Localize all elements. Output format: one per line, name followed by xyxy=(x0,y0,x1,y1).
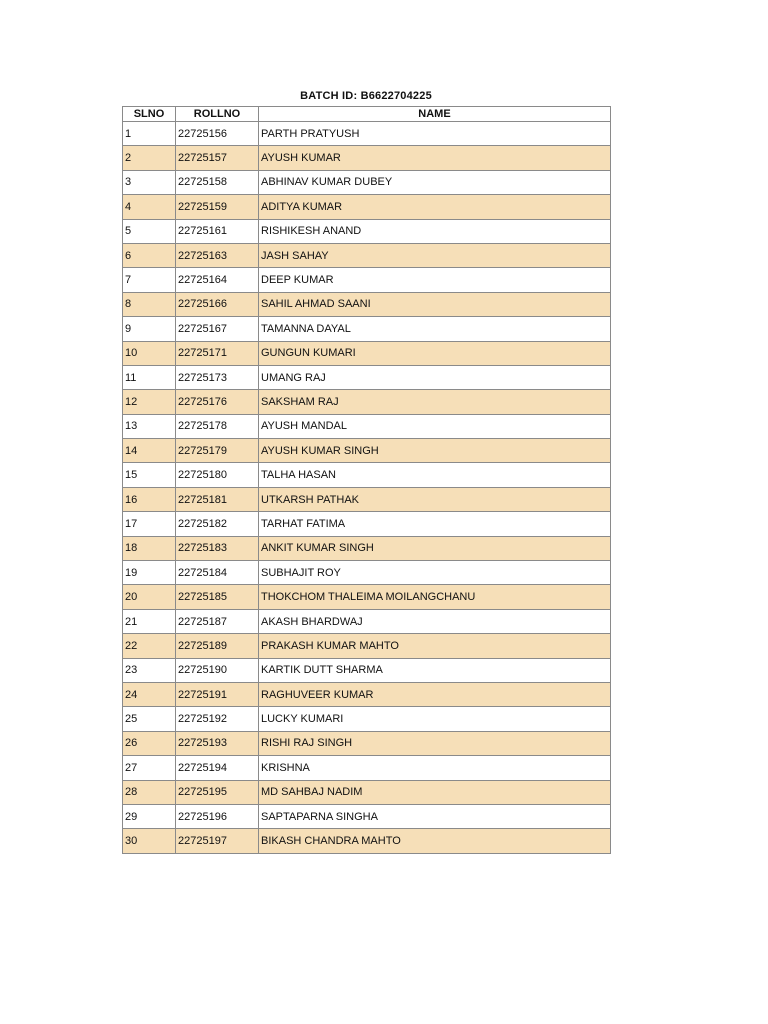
slno-cell: 6 xyxy=(123,243,176,267)
slno-cell: 5 xyxy=(123,219,176,243)
rollno-cell: 22725189 xyxy=(176,634,259,658)
name-cell: JASH SAHAY xyxy=(259,243,611,267)
name-cell: RISHI RAJ SINGH xyxy=(259,731,611,755)
slno-cell: 19 xyxy=(123,561,176,585)
table-row xyxy=(123,829,611,853)
slno-cell: 29 xyxy=(123,804,176,828)
table-row xyxy=(123,512,611,536)
table-row xyxy=(123,707,611,731)
table-row xyxy=(123,439,611,463)
rollno-cell: 22725195 xyxy=(176,780,259,804)
slno-cell: 2 xyxy=(123,146,176,170)
slno-cell: 15 xyxy=(123,463,176,487)
slno-cell: 11 xyxy=(123,365,176,389)
slno-cell: 28 xyxy=(123,780,176,804)
name-cell: TARHAT FATIMA xyxy=(259,512,611,536)
slno-cell: 17 xyxy=(123,512,176,536)
name-cell: THOKCHOM THALEIMA MOILANGCHANU xyxy=(259,585,611,609)
rollno-cell: 22725164 xyxy=(176,268,259,292)
rollno-cell: 22725173 xyxy=(176,365,259,389)
slno-cell: 21 xyxy=(123,609,176,633)
table-row xyxy=(123,682,611,706)
rollno-cell: 22725163 xyxy=(176,243,259,267)
table-row xyxy=(123,365,611,389)
rollno-cell: 22725167 xyxy=(176,317,259,341)
table-row xyxy=(123,341,611,365)
slno-cell: 24 xyxy=(123,682,176,706)
name-cell: AYUSH KUMAR SINGH xyxy=(259,439,611,463)
table-row xyxy=(123,146,611,170)
table-row xyxy=(123,463,611,487)
name-cell: UTKARSH PATHAK xyxy=(259,487,611,511)
rollno-cell: 22725166 xyxy=(176,292,259,316)
header-rollno: ROLLNO xyxy=(176,107,259,122)
rollno-cell: 22725179 xyxy=(176,439,259,463)
slno-cell: 16 xyxy=(123,487,176,511)
table-row xyxy=(123,804,611,828)
name-cell: ADITYA KUMAR xyxy=(259,195,611,219)
name-cell: AYUSH KUMAR xyxy=(259,146,611,170)
slno-cell: 14 xyxy=(123,439,176,463)
name-cell: AKASH BHARDWAJ xyxy=(259,609,611,633)
rollno-cell: 22725157 xyxy=(176,146,259,170)
name-cell: SAPTAPARNA SINGHA xyxy=(259,804,611,828)
slno-cell: 7 xyxy=(123,268,176,292)
rollno-cell: 22725156 xyxy=(176,122,259,146)
table-body xyxy=(123,122,611,854)
slno-cell: 8 xyxy=(123,292,176,316)
slno-cell: 13 xyxy=(123,414,176,438)
slno-cell: 26 xyxy=(123,731,176,755)
name-cell: ABHINAV KUMAR DUBEY xyxy=(259,170,611,194)
rollno-cell: 22725178 xyxy=(176,414,259,438)
name-cell: PRAKASH KUMAR MAHTO xyxy=(259,634,611,658)
table-row xyxy=(123,487,611,511)
table-row xyxy=(123,585,611,609)
table-row xyxy=(123,195,611,219)
rollno-cell: 22725158 xyxy=(176,170,259,194)
header-name: NAME xyxy=(259,107,611,122)
name-cell: KRISHNA xyxy=(259,756,611,780)
name-cell: RAGHUVEER KUMAR xyxy=(259,682,611,706)
rollno-cell: 22725159 xyxy=(176,195,259,219)
slno-cell: 18 xyxy=(123,536,176,560)
header-slno: SLNO xyxy=(123,107,176,122)
slno-cell: 10 xyxy=(123,341,176,365)
rollno-cell: 22725197 xyxy=(176,829,259,853)
slno-cell: 25 xyxy=(123,707,176,731)
slno-cell: 22 xyxy=(123,634,176,658)
rollno-cell: 22725194 xyxy=(176,756,259,780)
rollno-cell: 22725191 xyxy=(176,682,259,706)
slno-cell: 27 xyxy=(123,756,176,780)
rollno-cell: 22725181 xyxy=(176,487,259,511)
rollno-cell: 22725192 xyxy=(176,707,259,731)
rollno-cell: 22725176 xyxy=(176,390,259,414)
table-row xyxy=(123,756,611,780)
name-cell: BIKASH CHANDRA MAHTO xyxy=(259,829,611,853)
name-cell: PARTH PRATYUSH xyxy=(259,122,611,146)
rollno-cell: 22725182 xyxy=(176,512,259,536)
table-row xyxy=(123,536,611,560)
table-row xyxy=(123,170,611,194)
slno-cell: 4 xyxy=(123,195,176,219)
name-cell: GUNGUN KUMARI xyxy=(259,341,611,365)
slno-cell: 9 xyxy=(123,317,176,341)
name-cell: RISHIKESH ANAND xyxy=(259,219,611,243)
table-row xyxy=(123,609,611,633)
table-row xyxy=(123,731,611,755)
slno-cell: 30 xyxy=(123,829,176,853)
name-cell: DEEP KUMAR xyxy=(259,268,611,292)
table-row xyxy=(123,243,611,267)
table-row xyxy=(123,561,611,585)
table-row xyxy=(123,317,611,341)
table-row xyxy=(123,268,611,292)
name-cell: KARTIK DUTT SHARMA xyxy=(259,658,611,682)
name-cell: TALHA HASAN xyxy=(259,463,611,487)
table-row xyxy=(123,658,611,682)
table-row xyxy=(123,122,611,146)
rollno-cell: 22725190 xyxy=(176,658,259,682)
name-cell: AYUSH MANDAL xyxy=(259,414,611,438)
name-cell: UMANG RAJ xyxy=(259,365,611,389)
rollno-cell: 22725185 xyxy=(176,585,259,609)
slno-cell: 23 xyxy=(123,658,176,682)
table-header-row xyxy=(123,107,611,122)
name-cell: SAHIL AHMAD SAANI xyxy=(259,292,611,316)
name-cell: SAKSHAM RAJ xyxy=(259,390,611,414)
slno-cell: 3 xyxy=(123,170,176,194)
batch-id-title: BATCH ID: B6622704225 xyxy=(300,90,432,102)
rollno-cell: 22725184 xyxy=(176,561,259,585)
rollno-cell: 22725180 xyxy=(176,463,259,487)
name-cell: ANKIT KUMAR SINGH xyxy=(259,536,611,560)
slno-cell: 12 xyxy=(123,390,176,414)
table-row xyxy=(123,634,611,658)
student-roster-table xyxy=(122,106,611,854)
name-cell: SUBHAJIT ROY xyxy=(259,561,611,585)
table-row xyxy=(123,414,611,438)
slno-cell: 20 xyxy=(123,585,176,609)
table-row xyxy=(123,780,611,804)
name-cell: LUCKY KUMARI xyxy=(259,707,611,731)
name-cell: TAMANNA DAYAL xyxy=(259,317,611,341)
rollno-cell: 22725196 xyxy=(176,804,259,828)
rollno-cell: 22725187 xyxy=(176,609,259,633)
name-cell: MD SAHBAJ NADIM xyxy=(259,780,611,804)
table-row xyxy=(123,390,611,414)
slno-cell: 1 xyxy=(123,122,176,146)
table-row xyxy=(123,219,611,243)
rollno-cell: 22725183 xyxy=(176,536,259,560)
rollno-cell: 22725161 xyxy=(176,219,259,243)
rollno-cell: 22725193 xyxy=(176,731,259,755)
table-row xyxy=(123,292,611,316)
rollno-cell: 22725171 xyxy=(176,341,259,365)
